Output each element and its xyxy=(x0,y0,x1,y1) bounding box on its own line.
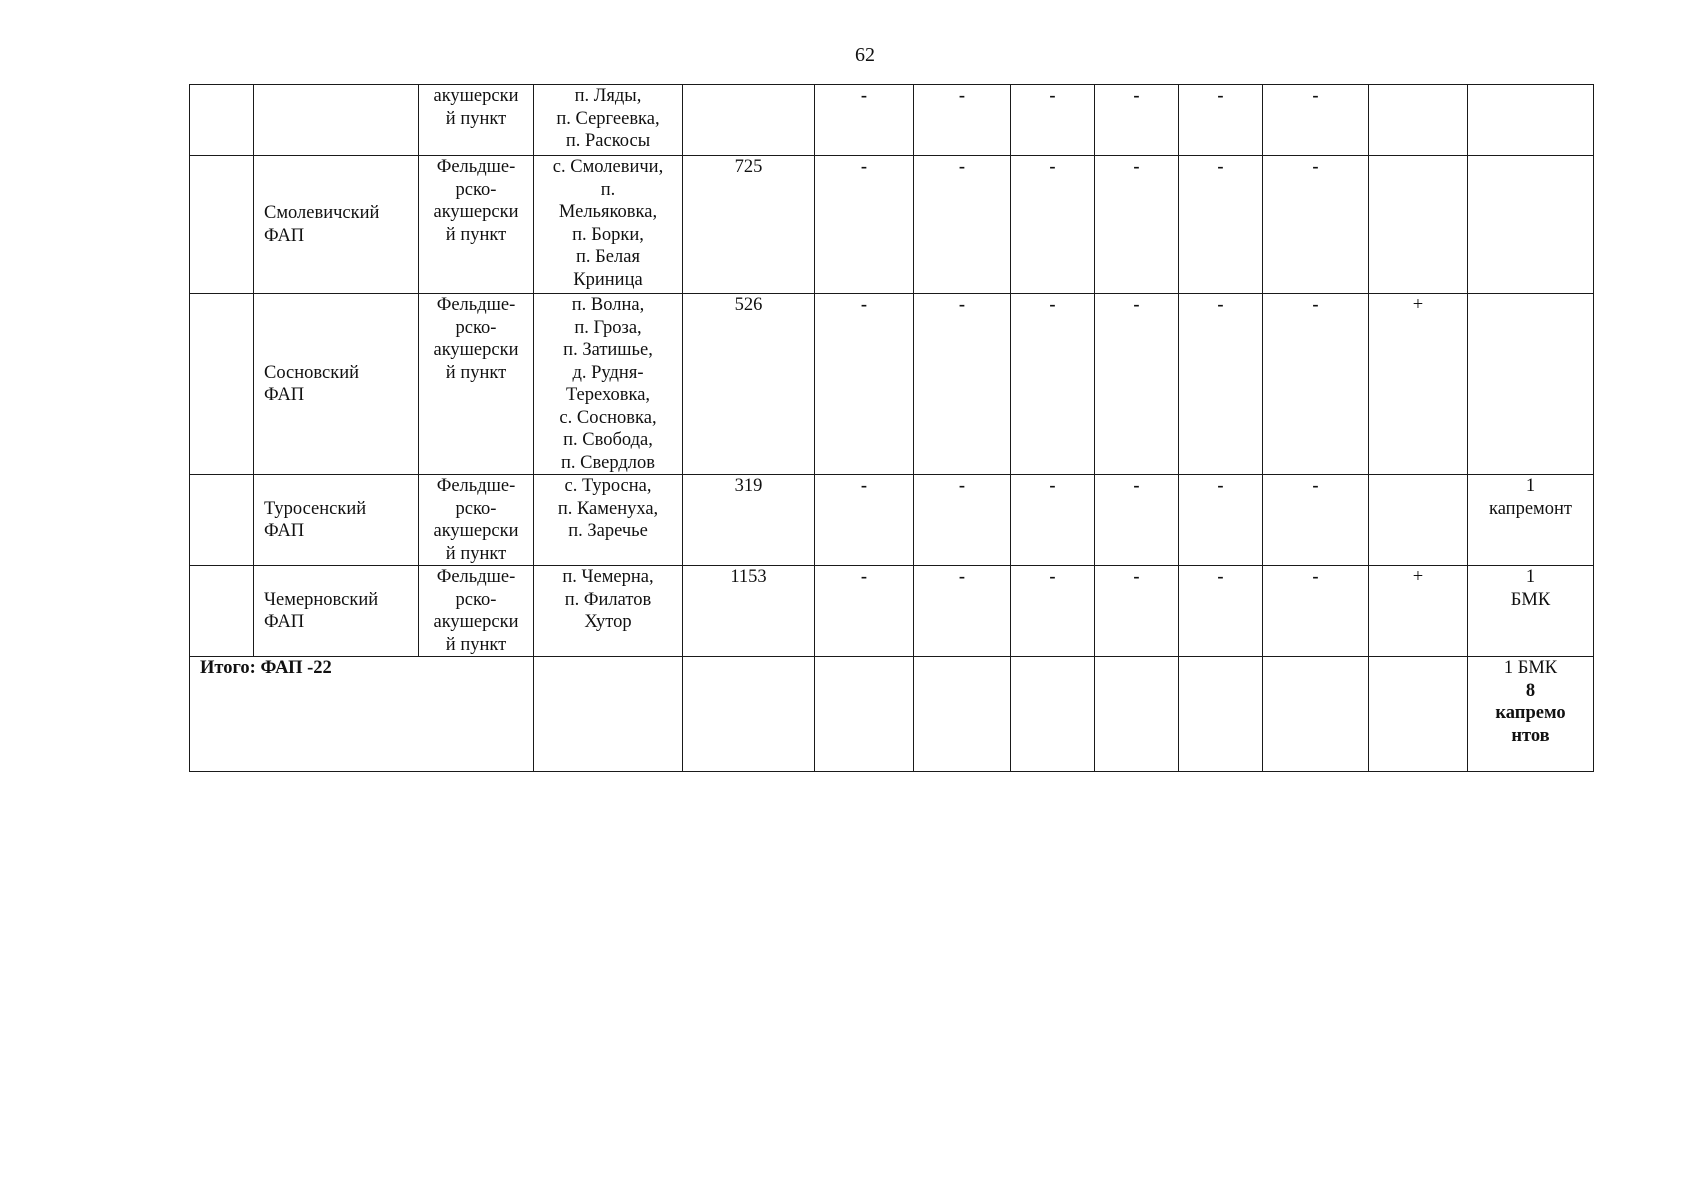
mark-cell: - xyxy=(1179,85,1263,156)
total-note-cell xyxy=(1468,657,1594,772)
facility-type: Фельдше- рско- акушерски й пункт xyxy=(419,294,534,475)
mark-cell: - xyxy=(1263,294,1369,475)
mark-cell: - xyxy=(1011,475,1095,566)
mark-cell: - xyxy=(1095,566,1179,657)
mark-cell: - xyxy=(1179,294,1263,475)
index-cell xyxy=(190,294,254,475)
empty-cell xyxy=(815,657,914,772)
note-cell: 1 капремонт xyxy=(1468,475,1594,566)
table-row xyxy=(190,566,1594,657)
empty-cell xyxy=(1263,657,1369,772)
mark-cell: - xyxy=(1095,294,1179,475)
note-cell xyxy=(1468,85,1594,156)
mark-cell: - xyxy=(1179,156,1263,294)
table-row xyxy=(190,475,1594,566)
total-label: Итого: ФАП -22 xyxy=(190,657,534,772)
mark-cell: - xyxy=(1095,156,1179,294)
table-row xyxy=(190,85,1594,156)
mark-cell: - xyxy=(815,566,914,657)
mark-cell: - xyxy=(815,475,914,566)
index-cell xyxy=(190,156,254,294)
mark-cell: - xyxy=(914,566,1011,657)
note-cell: 1 БМК xyxy=(1468,566,1594,657)
population-cell: 526 xyxy=(683,294,815,475)
mark-cell: - xyxy=(1011,156,1095,294)
facilities-table xyxy=(189,84,1594,772)
settlements-cell: п. Чемерна, п. Филатов Хутор xyxy=(534,566,683,657)
settlements-cell: п. Ляды, п. Сергеевка, п. Раскосы xyxy=(534,85,683,156)
empty-cell xyxy=(1095,657,1179,772)
mark-cell: - xyxy=(1179,566,1263,657)
population-cell xyxy=(683,85,815,156)
facility-type: Фельдше- рско- акушерски й пункт xyxy=(419,566,534,657)
mark-cell: - xyxy=(1011,294,1095,475)
index-cell xyxy=(190,566,254,657)
mark-cell: - xyxy=(914,475,1011,566)
mark-cell: - xyxy=(1263,475,1369,566)
note-cell xyxy=(1468,294,1594,475)
mark-cell: - xyxy=(1263,566,1369,657)
empty-cell xyxy=(1369,657,1468,772)
population-cell: 725 xyxy=(683,156,815,294)
facility-type: Фельдше- рско- акушерски й пункт xyxy=(419,475,534,566)
settlements-cell: с. Туросна, п. Каменуха, п. Заречье xyxy=(534,475,683,566)
mark-cell: - xyxy=(1179,475,1263,566)
mark-cell: - xyxy=(1011,85,1095,156)
settlements-cell: п. Волна, п. Гроза, п. Затишье, д. Рудня- Тереховка, с. Сосновка, п. Свобода, п. Свердлов xyxy=(534,294,683,475)
facility-name: Туросенский ФАП xyxy=(254,475,419,566)
population-cell: 1153 xyxy=(683,566,815,657)
facility-name: Сосновский ФАП xyxy=(254,294,419,475)
mark-cell: - xyxy=(815,156,914,294)
mark-cell: - xyxy=(914,156,1011,294)
mark-cell: - xyxy=(1095,475,1179,566)
mark-cell: - xyxy=(1011,566,1095,657)
table-row xyxy=(190,156,1594,294)
empty-cell xyxy=(914,657,1011,772)
settlements-cell: с. Смолевичи, п. Мельяковка, п. Борки, п. Белая Криница xyxy=(534,156,683,294)
mark-cell: - xyxy=(815,294,914,475)
index-cell xyxy=(190,475,254,566)
facility-name xyxy=(254,85,419,156)
population-cell: 319 xyxy=(683,475,815,566)
empty-cell xyxy=(1179,657,1263,772)
plus-cell xyxy=(1369,475,1468,566)
plus-cell: + xyxy=(1369,566,1468,657)
mark-cell: - xyxy=(914,85,1011,156)
total-row xyxy=(190,657,1594,772)
note-cell xyxy=(1468,156,1594,294)
total-note-repairs: 8 капремо нтов xyxy=(1495,680,1566,746)
plus-cell xyxy=(1369,85,1468,156)
total-note-bmk: 1 БМК xyxy=(1503,658,1558,678)
index-cell xyxy=(190,85,254,156)
empty-cell xyxy=(1011,657,1095,772)
facility-type: Фельдше- рско- акушерски й пункт xyxy=(419,156,534,294)
empty-cell xyxy=(534,657,683,772)
plus-cell: + xyxy=(1369,294,1468,475)
mark-cell: - xyxy=(1263,85,1369,156)
empty-cell xyxy=(683,657,815,772)
mark-cell: - xyxy=(1263,156,1369,294)
table-row xyxy=(190,294,1594,475)
mark-cell: - xyxy=(914,294,1011,475)
plus-cell xyxy=(1369,156,1468,294)
facility-type: акушерски й пункт xyxy=(419,85,534,156)
facility-name: Смолевичский ФАП xyxy=(254,156,419,294)
facility-name: Чемерновский ФАП xyxy=(254,566,419,657)
mark-cell: - xyxy=(815,85,914,156)
mark-cell: - xyxy=(1095,85,1179,156)
page-number: 62 xyxy=(855,44,875,66)
